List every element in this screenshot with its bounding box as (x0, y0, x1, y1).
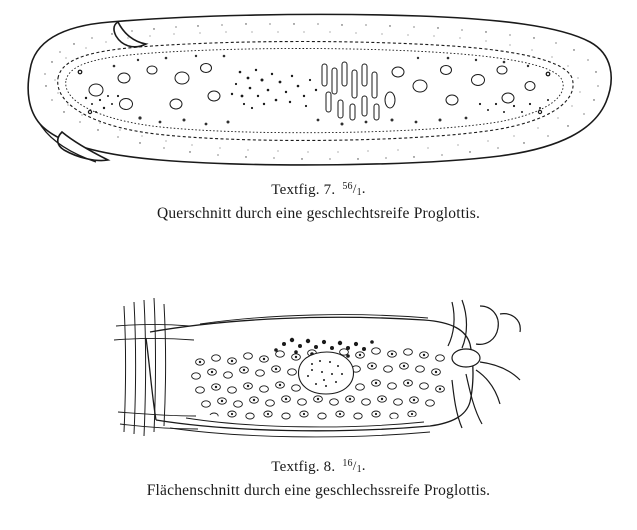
figure-label: Textfig. 8. (271, 459, 336, 475)
figure-caption-textfig-8 (0, 457, 637, 502)
figure-label: Textfig. 7. (271, 182, 336, 198)
figure-textfig-8 (0, 262, 637, 530)
central-organ (299, 352, 354, 394)
muscle-fibre-bundle-left (114, 298, 198, 436)
duct-structures-right (448, 300, 520, 428)
figure-caption-textfig-7 (0, 180, 637, 225)
magnification-ratio: $^{56}$/1. (342, 181, 366, 198)
cross-section-of-mature-proglottis-drawing (0, 0, 637, 180)
magnification-ratio: $^{16}$/1. (342, 458, 366, 475)
figure-textfig-7 (0, 0, 637, 250)
figure-caption-text: Flächenschnitt durch eine geschlechssreife Proglottis. (146, 482, 491, 500)
figure-caption-text: Querschnitt durch eine geschlechtsreife Proglottis. (156, 205, 481, 223)
proglottis-outline (28, 14, 611, 165)
surface-section-of-mature-proglottis-drawing (0, 262, 637, 457)
